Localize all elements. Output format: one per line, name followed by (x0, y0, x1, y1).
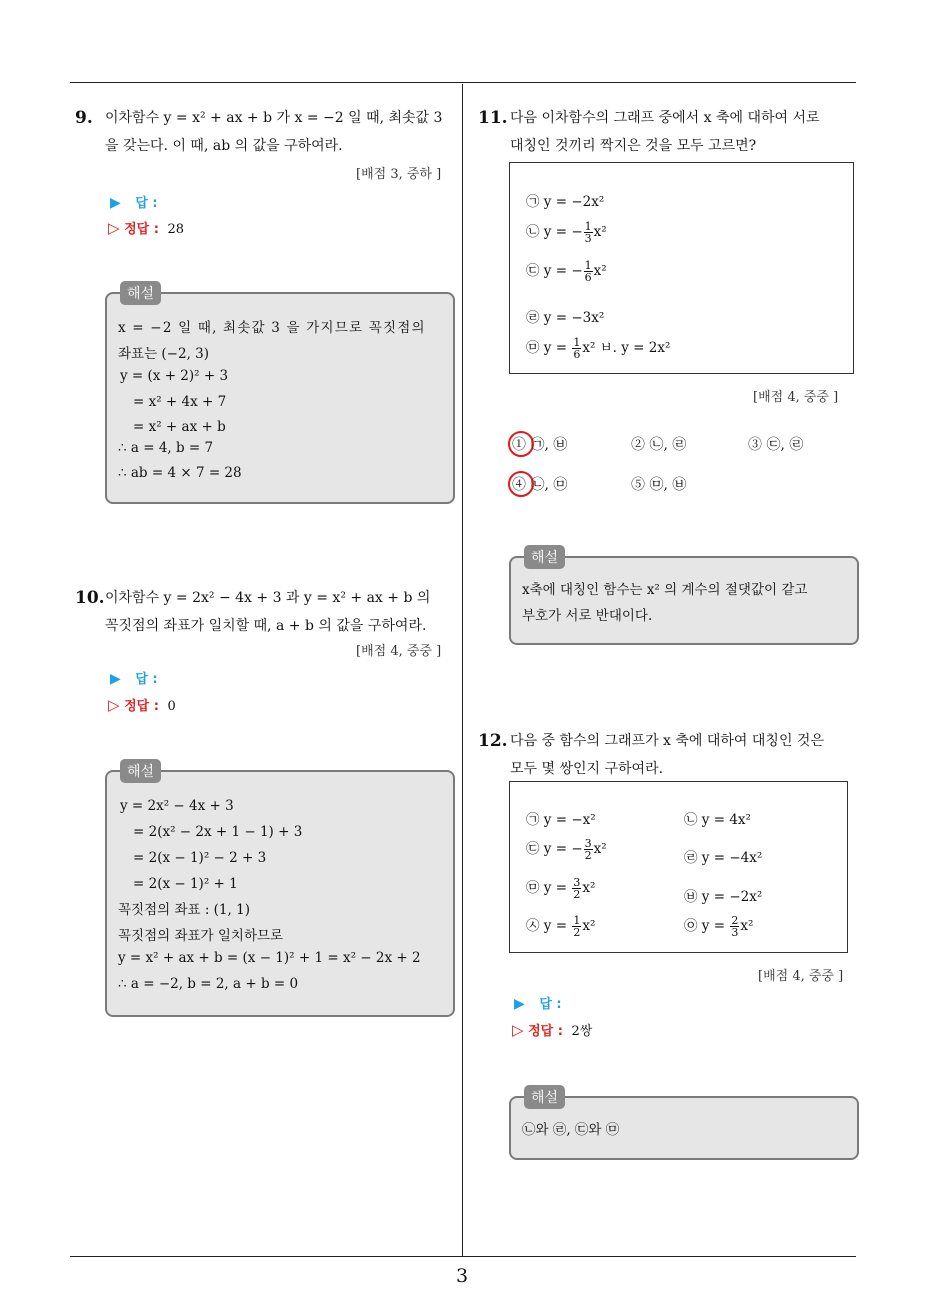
correct-label: 정답 : (124, 699, 159, 714)
option-formula-tail: x² (593, 224, 607, 240)
answer-row (514, 993, 562, 1012)
top-rule (70, 82, 856, 83)
answer-row (110, 668, 158, 687)
explanation-line: ∴ a = 4, b = 7 (118, 440, 214, 456)
explanation-line: y = 2x² − 4x + 3 (120, 798, 234, 814)
explanation-line: ㉡와 ㉣, ㉢와 ㉤ (522, 1122, 620, 1138)
correct-value: 0 (167, 699, 176, 714)
option-d (684, 846, 762, 866)
option-b (684, 808, 751, 828)
correct-value: 2쌍 (571, 1024, 593, 1039)
option-mark: ㉣ (684, 850, 698, 866)
option-mark: ㉢ (526, 841, 540, 857)
explanation-line: = 2(x − 1)² − 2 + 3 (133, 850, 267, 866)
option-formula: y = (701, 918, 730, 934)
score-meta: [배점 3, 중하 ] (356, 167, 442, 182)
open-triangle-icon: ▷ (108, 696, 120, 714)
option-mark: ㉡ (684, 812, 698, 828)
explanation-line: x축에 대칭인 함수는 x² 의 계수의 절댓값이 같고 (522, 582, 808, 598)
correct-value: 28 (167, 222, 184, 237)
explanation-line: x = −2 일 때, 최솟값 3 을 가지므로 꼭짓점의 (118, 320, 426, 336)
answer-label: 답 : (135, 672, 158, 687)
explanation-line: = x² + ax + b (133, 419, 226, 435)
option-c (526, 837, 607, 861)
question-number: 9. (75, 108, 93, 128)
explanation-label: 해설 (524, 545, 565, 569)
option-mark: ㉧ (684, 918, 698, 934)
question-line: 대칭인 것끼리 짝지은 것을 모두 고르면? (510, 138, 757, 154)
option-mark: ㉥ (684, 889, 698, 905)
option-formula: y = 4x² (701, 812, 751, 828)
answer-label: 답 : (539, 997, 562, 1012)
explanation-line: ∴ ab = 4 × 7 = 28 (118, 465, 242, 481)
option-formula-tail: x² (593, 841, 607, 857)
explanation-line: 꼭짓점의 좌표 : (1, 1) (118, 902, 250, 918)
choice-4[interactable]: ④ ㉡, ㉤ (512, 477, 568, 493)
open-triangle-icon: ▷ (108, 219, 120, 237)
option-formula: y = −2x² (701, 889, 763, 905)
choice-1[interactable]: ① ㉠, ㉥ (512, 437, 568, 453)
question-line: 을 갖는다. 이 때, ab 의 값을 구하여라. (105, 138, 343, 154)
explanation-box (509, 556, 859, 645)
play-icon: ▶ (110, 195, 121, 211)
option-formula: y = (543, 918, 572, 934)
question-line: 이차함수 y = 2x² − 4x + 3 과 y = x² + ax + b 의 (105, 590, 431, 606)
question-12-text (510, 727, 860, 783)
option-formula: y = (543, 880, 572, 896)
option-formula-tail: x² (593, 263, 607, 279)
option-mark: ㉢ (526, 263, 540, 279)
option-mark: ㉤ (526, 880, 540, 896)
question-line: 꼭짓점의 좌표가 일치할 때, a + b 의 값을 구하여라. (105, 618, 427, 634)
fraction: $\frac{2}{3}$ (731, 914, 739, 939)
question-9 (75, 104, 93, 133)
question-11 (478, 104, 508, 133)
option-formula-tail: x² (582, 918, 596, 934)
explanation-line: = 2(x² − 2x + 1 − 1) + 3 (133, 824, 303, 840)
fraction: $\frac{3}{2}$ (573, 876, 581, 901)
correct-label: 정답 : (528, 1024, 563, 1039)
option-b (526, 220, 607, 244)
option-formula-tail: x² (582, 880, 596, 896)
correct-answer-row (108, 695, 176, 714)
play-icon: ▶ (110, 671, 121, 687)
choice-5[interactable]: ⑤ ㉤, ㉥ (631, 477, 687, 493)
explanation-line: y = x² + ax + b = (x − 1)² + 1 = x² − 2x + 2 (118, 950, 421, 966)
option-mark: ㉠ (526, 194, 540, 210)
option-g (526, 914, 595, 938)
question-12 (478, 727, 508, 756)
question-line: 모두 몇 쌍인지 구하여라. (510, 761, 664, 777)
option-formula: y = (543, 340, 572, 356)
question-line: 다음 이차함수의 그래프 중에서 x 축에 대하여 서로 (510, 110, 820, 126)
option-formula: y = − (543, 263, 583, 279)
bottom-rule (70, 1256, 856, 1257)
correct-label: 정답 : (124, 222, 159, 237)
fraction: $\frac{1}{3}$ (584, 220, 592, 245)
option-d (526, 306, 604, 326)
question-9-text (105, 104, 455, 160)
explanation-line: 꼭짓점의 좌표가 일치하므로 (118, 928, 284, 944)
explanation-line: 좌표는 (−2, 3) (118, 346, 210, 362)
question-line: 이차함수 y = x² + ax + b 가 x = −2 일 때, 최솟값 3 (105, 110, 443, 126)
score-meta: [배점 4, 중중 ] (753, 390, 839, 405)
question-10-text (105, 584, 460, 640)
option-mark: ㉡ (526, 224, 540, 240)
option-c (526, 259, 607, 283)
question-number: 11. (478, 108, 508, 128)
explanation-line: y = (x + 2)² + 3 (120, 368, 229, 384)
option-formula: y = −4x² (701, 850, 763, 866)
explanation-line: = x² + 4x + 7 (133, 394, 227, 410)
option-formula-tail: x² ㅂ. y = 2x² (582, 340, 671, 356)
option-formula: y = −2x² (543, 194, 605, 210)
fraction: $\frac{1}{6}$ (584, 259, 592, 284)
explanation-line: 부호가 서로 반대이다. (522, 608, 653, 624)
option-mark: ㉦ (526, 918, 540, 934)
fraction: $\frac{3}{2}$ (584, 837, 592, 862)
page-number: 3 (456, 1265, 469, 1287)
play-icon: ▶ (514, 996, 525, 1012)
option-e (526, 336, 670, 360)
explanation-line: ∴ a = −2, b = 2, a + b = 0 (118, 976, 299, 992)
answer-label: 답 : (135, 196, 158, 211)
option-formula: y = − (543, 224, 583, 240)
option-formula: y = −x² (543, 812, 596, 828)
option-mark: ㉠ (526, 812, 540, 828)
question-11-text (510, 104, 860, 160)
option-a (526, 190, 604, 210)
open-triangle-icon: ▷ (512, 1021, 524, 1039)
option-f (684, 885, 762, 905)
column-divider (462, 84, 463, 1256)
explanation-label: 해설 (120, 281, 161, 305)
explanation-label: 해설 (120, 759, 161, 783)
score-meta: [배점 4, 중중 ] (758, 969, 844, 984)
option-a (526, 808, 596, 828)
question-line: 다음 중 함수의 그래프가 x 축에 대하여 대칭인 것은 (510, 733, 824, 749)
correct-answer-row (108, 218, 184, 237)
option-formula: y = −3x² (543, 310, 605, 326)
option-mark: ㉣ (526, 310, 540, 326)
question-10 (75, 584, 105, 613)
explanation-label: 해설 (524, 1085, 565, 1109)
question-number: 10. (75, 588, 105, 608)
choice-2[interactable]: ② ㉡, ㉣ (631, 437, 687, 453)
answer-row (110, 192, 158, 211)
question-number: 12. (478, 731, 508, 751)
choice-3[interactable]: ③ ㉢, ㉣ (748, 437, 804, 453)
option-formula-tail: x² (740, 918, 754, 934)
fraction: $\frac{1}{6}$ (573, 336, 581, 361)
option-formula: y = − (543, 841, 583, 857)
option-e (526, 876, 595, 900)
correct-answer-row (512, 1020, 592, 1039)
score-meta: [배점 4, 중중 ] (356, 644, 442, 659)
fraction: $\frac{1}{2}$ (573, 914, 581, 939)
option-h (684, 914, 753, 938)
explanation-line: = 2(x − 1)² + 1 (133, 876, 238, 892)
option-mark: ㉤ (526, 340, 540, 356)
